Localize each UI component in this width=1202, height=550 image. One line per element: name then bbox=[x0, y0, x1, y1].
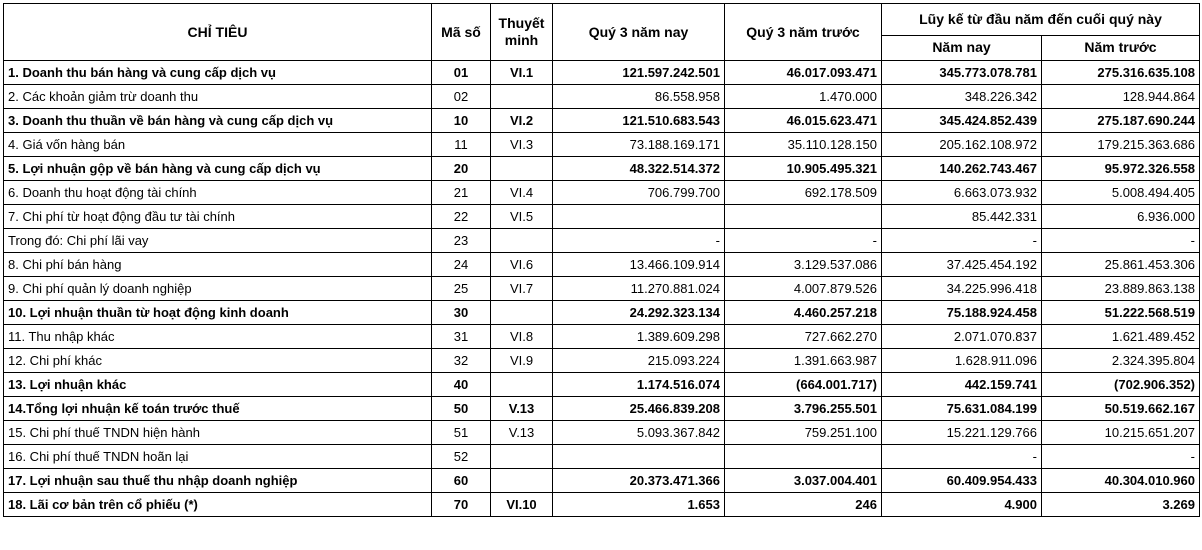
table-row bbox=[4, 325, 1200, 349]
row-note bbox=[491, 85, 553, 109]
row-ytd-prev-year: 128.944.864 bbox=[1042, 85, 1200, 109]
table-row bbox=[4, 229, 1200, 253]
row-ytd-this-year: 15.221.129.766 bbox=[882, 421, 1042, 445]
row-q3-prev-year: 3.037.004.401 bbox=[725, 469, 882, 493]
row-name: 15. Chi phí thuế TNDN hiện hành bbox=[4, 421, 432, 445]
row-code: 02 bbox=[432, 85, 491, 109]
table-row bbox=[4, 157, 1200, 181]
row-name: 13. Lợi nhuận khác bbox=[4, 373, 432, 397]
row-note: VI.2 bbox=[491, 109, 553, 133]
row-ytd-this-year: 205.162.108.972 bbox=[882, 133, 1042, 157]
row-ytd-prev-year: - bbox=[1042, 229, 1200, 253]
income-statement-table bbox=[3, 3, 1200, 517]
row-note: V.13 bbox=[491, 397, 553, 421]
row-q3-prev-year: 3.129.537.086 bbox=[725, 253, 882, 277]
table-row bbox=[4, 181, 1200, 205]
row-q3-this-year: 1.174.516.074 bbox=[553, 373, 725, 397]
table-row bbox=[4, 397, 1200, 421]
row-q3-this-year: 121.597.242.501 bbox=[553, 61, 725, 85]
row-name: 1. Doanh thu bán hàng và cung cấp dịch vụ bbox=[4, 61, 432, 85]
row-q3-prev-year: 692.178.509 bbox=[725, 181, 882, 205]
row-code: 21 bbox=[432, 181, 491, 205]
header-luy-ke: Lũy kế từ đầu năm đến cuối quý này bbox=[882, 4, 1200, 36]
row-q3-prev-year: 3.796.255.501 bbox=[725, 397, 882, 421]
row-name: 16. Chi phí thuế TNDN hoãn lại bbox=[4, 445, 432, 469]
header-quy3-nam-truoc: Quý 3 năm trước bbox=[725, 4, 882, 61]
row-ytd-prev-year: (702.906.352) bbox=[1042, 373, 1200, 397]
row-ytd-this-year: 85.442.331 bbox=[882, 205, 1042, 229]
row-q3-this-year: 215.093.224 bbox=[553, 349, 725, 373]
row-ytd-prev-year: 10.215.651.207 bbox=[1042, 421, 1200, 445]
row-name: 4. Giá vốn hàng bán bbox=[4, 133, 432, 157]
row-ytd-prev-year: - bbox=[1042, 445, 1200, 469]
row-q3-prev-year bbox=[725, 205, 882, 229]
row-q3-this-year: 706.799.700 bbox=[553, 181, 725, 205]
row-note bbox=[491, 373, 553, 397]
row-code: 70 bbox=[432, 493, 491, 517]
table-row bbox=[4, 85, 1200, 109]
row-name: 18. Lãi cơ bản trên cổ phiếu (*) bbox=[4, 493, 432, 517]
row-code: 01 bbox=[432, 61, 491, 85]
row-code: 32 bbox=[432, 349, 491, 373]
row-q3-this-year: 121.510.683.543 bbox=[553, 109, 725, 133]
table-row bbox=[4, 421, 1200, 445]
row-q3-this-year: 86.558.958 bbox=[553, 85, 725, 109]
table-row bbox=[4, 493, 1200, 517]
row-code: 40 bbox=[432, 373, 491, 397]
row-ytd-prev-year: 179.215.363.686 bbox=[1042, 133, 1200, 157]
row-q3-prev-year: 35.110.128.150 bbox=[725, 133, 882, 157]
row-ytd-this-year: 75.188.924.458 bbox=[882, 301, 1042, 325]
row-name: Trong đó: Chi phí lãi vay bbox=[4, 229, 432, 253]
row-ytd-this-year: 442.159.741 bbox=[882, 373, 1042, 397]
row-q3-this-year: 13.466.109.914 bbox=[553, 253, 725, 277]
row-q3-prev-year: 46.017.093.471 bbox=[725, 61, 882, 85]
row-code: 11 bbox=[432, 133, 491, 157]
row-note bbox=[491, 301, 553, 325]
row-note: VI.7 bbox=[491, 277, 553, 301]
row-note: VI.8 bbox=[491, 325, 553, 349]
row-note bbox=[491, 229, 553, 253]
row-code: 22 bbox=[432, 205, 491, 229]
row-name: 5. Lợi nhuận gộp về bán hàng và cung cấp dịch vụ bbox=[4, 157, 432, 181]
row-note: VI.5 bbox=[491, 205, 553, 229]
row-ytd-prev-year: 3.269 bbox=[1042, 493, 1200, 517]
row-q3-prev-year: 46.015.623.471 bbox=[725, 109, 882, 133]
row-q3-this-year: 25.466.839.208 bbox=[553, 397, 725, 421]
row-code: 30 bbox=[432, 301, 491, 325]
row-note: VI.3 bbox=[491, 133, 553, 157]
header-chi-tieu: CHỈ TIÊU bbox=[4, 4, 432, 61]
row-ytd-this-year: 1.628.911.096 bbox=[882, 349, 1042, 373]
row-q3-this-year: 73.188.169.171 bbox=[553, 133, 725, 157]
row-ytd-prev-year: 275.187.690.244 bbox=[1042, 109, 1200, 133]
table-row bbox=[4, 277, 1200, 301]
row-code: 24 bbox=[432, 253, 491, 277]
row-name: 12. Chi phí khác bbox=[4, 349, 432, 373]
row-note: V.13 bbox=[491, 421, 553, 445]
table-row bbox=[4, 61, 1200, 85]
row-name: 2. Các khoản giảm trừ doanh thu bbox=[4, 85, 432, 109]
row-name: 6. Doanh thu hoạt động tài chính bbox=[4, 181, 432, 205]
row-q3-prev-year: 246 bbox=[725, 493, 882, 517]
row-code: 10 bbox=[432, 109, 491, 133]
row-q3-this-year: 48.322.514.372 bbox=[553, 157, 725, 181]
table-row bbox=[4, 109, 1200, 133]
header-nam-nay: Năm nay bbox=[882, 35, 1042, 60]
row-q3-prev-year: 10.905.495.321 bbox=[725, 157, 882, 181]
row-name: 10. Lợi nhuận thuần từ hoạt động kinh doanh bbox=[4, 301, 432, 325]
row-name: 11. Thu nhập khác bbox=[4, 325, 432, 349]
row-ytd-prev-year: 51.222.568.519 bbox=[1042, 301, 1200, 325]
table-row bbox=[4, 349, 1200, 373]
table-row bbox=[4, 205, 1200, 229]
header-thuyet-minh-line2: minh bbox=[504, 32, 539, 48]
row-note: VI.6 bbox=[491, 253, 553, 277]
row-q3-this-year: 1.653 bbox=[553, 493, 725, 517]
row-note bbox=[491, 469, 553, 493]
header-nam-truoc: Năm trước bbox=[1042, 35, 1200, 60]
row-code: 25 bbox=[432, 277, 491, 301]
row-ytd-this-year: 6.663.073.932 bbox=[882, 181, 1042, 205]
row-ytd-prev-year: 40.304.010.960 bbox=[1042, 469, 1200, 493]
header-thuyet-minh bbox=[491, 4, 553, 61]
row-q3-prev-year: 727.662.270 bbox=[725, 325, 882, 349]
row-ytd-this-year: 37.425.454.192 bbox=[882, 253, 1042, 277]
row-ytd-prev-year: 23.889.863.138 bbox=[1042, 277, 1200, 301]
row-code: 20 bbox=[432, 157, 491, 181]
row-q3-this-year: 11.270.881.024 bbox=[553, 277, 725, 301]
row-q3-prev-year: 4.007.879.526 bbox=[725, 277, 882, 301]
row-ytd-prev-year: 25.861.453.306 bbox=[1042, 253, 1200, 277]
row-note: VI.10 bbox=[491, 493, 553, 517]
row-ytd-prev-year: 50.519.662.167 bbox=[1042, 397, 1200, 421]
row-note: VI.1 bbox=[491, 61, 553, 85]
header-thuyet-minh-line1: Thuyết bbox=[498, 15, 545, 31]
row-note: VI.9 bbox=[491, 349, 553, 373]
row-name: 7. Chi phí từ hoạt động đầu tư tài chính bbox=[4, 205, 432, 229]
row-name: 8. Chi phí bán hàng bbox=[4, 253, 432, 277]
row-ytd-this-year: 345.773.078.781 bbox=[882, 61, 1042, 85]
row-code: 31 bbox=[432, 325, 491, 349]
row-ytd-this-year: - bbox=[882, 229, 1042, 253]
row-q3-prev-year: - bbox=[725, 229, 882, 253]
row-code: 60 bbox=[432, 469, 491, 493]
table-row bbox=[4, 373, 1200, 397]
row-ytd-this-year: - bbox=[882, 445, 1042, 469]
row-q3-this-year: - bbox=[553, 229, 725, 253]
header-ma-so: Mã số bbox=[432, 4, 491, 61]
row-ytd-prev-year: 95.972.326.558 bbox=[1042, 157, 1200, 181]
table-row bbox=[4, 253, 1200, 277]
row-ytd-this-year: 2.071.070.837 bbox=[882, 325, 1042, 349]
row-ytd-this-year: 75.631.084.199 bbox=[882, 397, 1042, 421]
row-code: 51 bbox=[432, 421, 491, 445]
row-note bbox=[491, 157, 553, 181]
table-body bbox=[4, 61, 1200, 517]
row-q3-this-year: 24.292.323.134 bbox=[553, 301, 725, 325]
row-ytd-this-year: 348.226.342 bbox=[882, 85, 1042, 109]
table-row bbox=[4, 133, 1200, 157]
row-q3-prev-year: (664.001.717) bbox=[725, 373, 882, 397]
row-q3-prev-year bbox=[725, 445, 882, 469]
row-name: 3. Doanh thu thuần về bán hàng và cung cấp dịch vụ bbox=[4, 109, 432, 133]
row-q3-prev-year: 1.470.000 bbox=[725, 85, 882, 109]
row-name: 9. Chi phí quản lý doanh nghiệp bbox=[4, 277, 432, 301]
row-name: 17. Lợi nhuận sau thuế thu nhập doanh nghiệp bbox=[4, 469, 432, 493]
table-row bbox=[4, 469, 1200, 493]
table-row bbox=[4, 445, 1200, 469]
row-ytd-this-year: 140.262.743.467 bbox=[882, 157, 1042, 181]
row-q3-this-year: 5.093.367.842 bbox=[553, 421, 725, 445]
row-ytd-prev-year: 1.621.489.452 bbox=[1042, 325, 1200, 349]
row-ytd-this-year: 60.409.954.433 bbox=[882, 469, 1042, 493]
row-code: 50 bbox=[432, 397, 491, 421]
row-note: VI.4 bbox=[491, 181, 553, 205]
row-ytd-prev-year: 2.324.395.804 bbox=[1042, 349, 1200, 373]
row-q3-prev-year: 759.251.100 bbox=[725, 421, 882, 445]
row-q3-this-year bbox=[553, 205, 725, 229]
row-name: 14.Tổng lợi nhuận kế toán trước thuế bbox=[4, 397, 432, 421]
row-q3-prev-year: 4.460.257.218 bbox=[725, 301, 882, 325]
row-q3-this-year: 1.389.609.298 bbox=[553, 325, 725, 349]
row-q3-this-year: 20.373.471.366 bbox=[553, 469, 725, 493]
row-q3-prev-year: 1.391.663.987 bbox=[725, 349, 882, 373]
row-ytd-this-year: 345.424.852.439 bbox=[882, 109, 1042, 133]
row-code: 23 bbox=[432, 229, 491, 253]
row-ytd-prev-year: 6.936.000 bbox=[1042, 205, 1200, 229]
row-note bbox=[491, 445, 553, 469]
table-row bbox=[4, 301, 1200, 325]
header-quy3-nam-nay: Quý 3 năm nay bbox=[553, 4, 725, 61]
row-code: 52 bbox=[432, 445, 491, 469]
row-ytd-prev-year: 5.008.494.405 bbox=[1042, 181, 1200, 205]
row-ytd-prev-year: 275.316.635.108 bbox=[1042, 61, 1200, 85]
row-ytd-this-year: 4.900 bbox=[882, 493, 1042, 517]
row-q3-this-year bbox=[553, 445, 725, 469]
row-ytd-this-year: 34.225.996.418 bbox=[882, 277, 1042, 301]
